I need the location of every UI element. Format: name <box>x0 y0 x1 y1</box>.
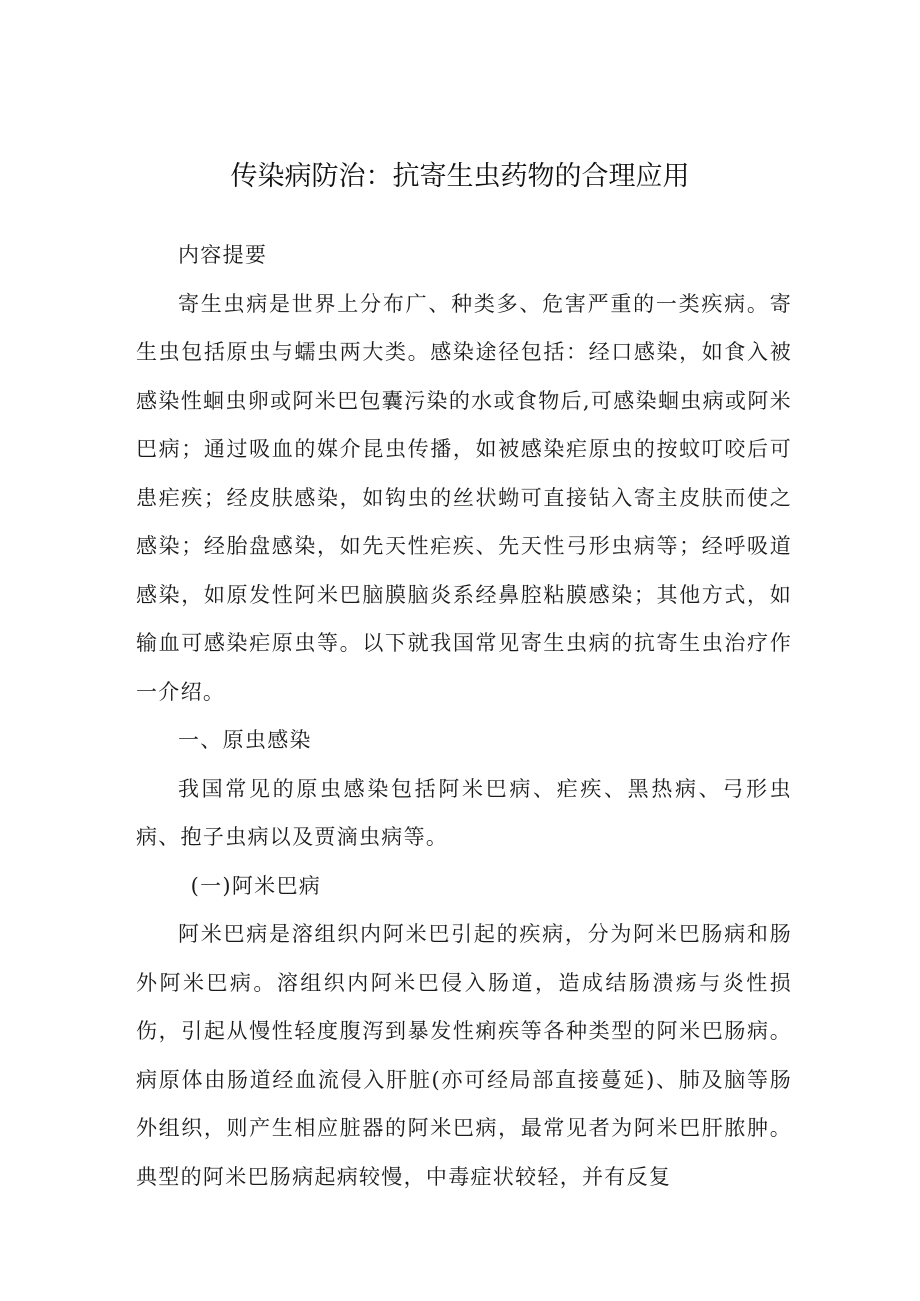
paragraph-amoebiasis: 阿米巴病是溶组织内阿米巴引起的疾病，分为阿米巴肠病和肠外阿米巴病。溶组织内阿米巴侵入肠道，造成结肠溃疡与炎性损伤，引起从慢性轻度腹泻到暴发性痢疾等各种类型的阿米巴肠病。病原体由肠道经血流侵入肝脏(亦可经局部直接蔓延)、肺及脑等肠外组织，则产生相应脏器的阿米巴病，最常见者为阿米巴肝脓肿。典型的阿米巴肠病起病较慢，中毒症状较轻，并有反复 <box>136 922 792 1189</box>
section-heading-summary: 内容提要 <box>178 243 268 267</box>
paragraph-intro: 寄生虫病是世界上分布广、种类多、危害严重的一类疾病。寄生虫包括原虫与蠕虫两大类。感染途径包括：经口感染，如食入被感染性蛔虫卵或阿米巴包囊污染的水或食物后,可感染蛔虫病或阿米巴病；通过吸血的媒介昆虫传播，如被感染疟原虫的按蚊叮咬后可患疟疾；经皮肤感染，如钩虫的丝状蚴可直接钻入寄主皮肤而使之感染；经胎盘感染，如先天性疟疾、先天性弓形虫病等；经呼吸道感染，如原发性阿米巴脑膜脑炎系经鼻腔粘膜感染；其他方式，如输血可感染疟原虫等。以下就我国常见寄生虫病的抗寄生虫治疗作一介绍。 <box>136 291 792 704</box>
subsection-heading-amoebiasis: (一)阿米巴病 <box>190 873 322 898</box>
document-title: 传染病防治：抗寄生虫药物的合理应用 <box>230 161 690 192</box>
paragraph-protozoa: 我国常见的原虫感染包括阿米巴病、疟疾、黑热病、弓形虫病、抱子虫病以及贾滴虫病等。 <box>136 776 792 849</box>
section-heading-protozoa: 一、原虫感染 <box>178 728 312 752</box>
document-body <box>136 231 792 1201</box>
